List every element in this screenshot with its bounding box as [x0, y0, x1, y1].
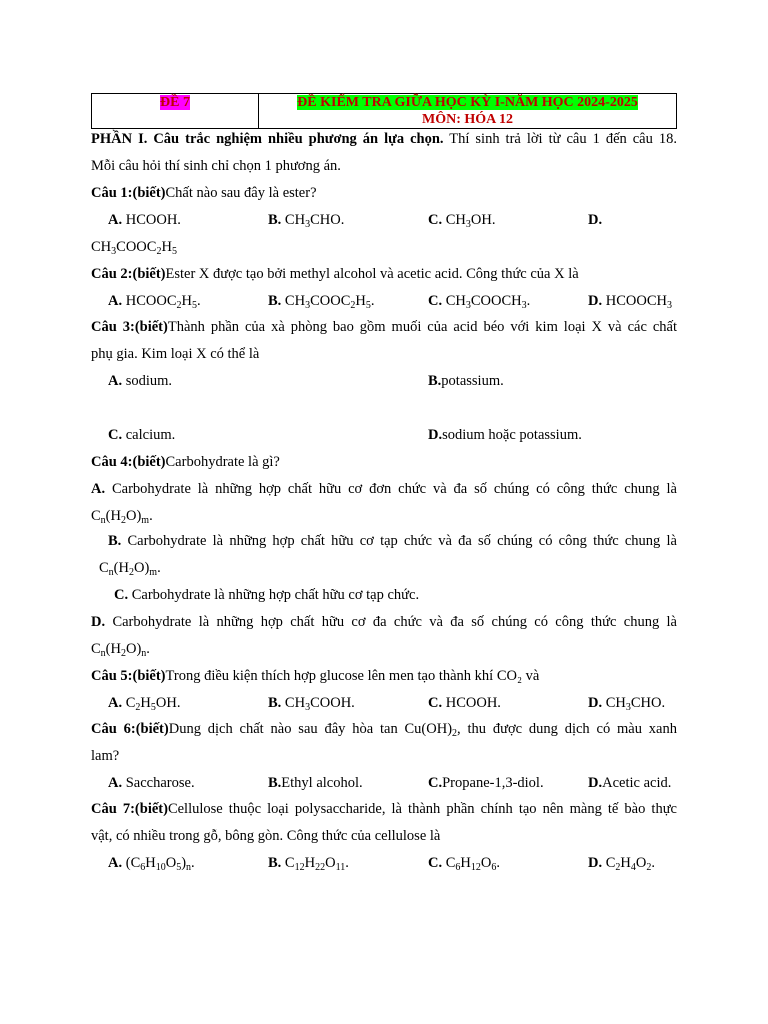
q4-option-b: B. Carbohydrate là những hợp chất hữu cơ tạp chức và đa số chúng có công thức chung là — [108, 533, 677, 549]
q6-option-c: C.Propane-1,3-diol. — [428, 775, 544, 791]
part1-instruction-2: Mỗi câu hỏi thí sinh chỉ chọn 1 phương án. — [91, 158, 341, 174]
part1-heading: PHẦN I. Câu trắc nghiệm nhiều phương án lựa chọn. — [91, 131, 444, 147]
q3-option-b: B.potassium. — [428, 373, 504, 389]
exam-code-cell — [92, 94, 259, 129]
q3-option-a: A. sodium. — [108, 373, 173, 389]
q2-option-b: B. $CH_3COOC_2H_5$. — [268, 293, 375, 311]
q2-option-a: A. $HCOOC_2H_5$. — [108, 293, 201, 311]
q4-option-c: C. Carbohydrate là những hợp chất hữu cơ tạp chức. — [114, 587, 420, 603]
exam-header-table — [91, 93, 677, 129]
q6-option-b: B.Ethyl alcohol. — [268, 775, 363, 791]
q7-option-d: D. $C_2H_4O_2$. — [588, 855, 655, 873]
q5-option-c: C. HCOOH. — [428, 695, 501, 711]
question-7-cont: vật, có nhiều trong gỗ, bông gòn. Công thức của cellulose là — [91, 828, 441, 844]
q7-option-b: B. $C_{12}H_{22}O_{11}$. — [268, 855, 349, 873]
exam-title: ĐỀ KIỂM TRA GIỮA HỌC KỲ I-NĂM HỌC 2024-2025 — [297, 95, 638, 110]
q5-option-b: B. $CH_3COOH$. — [268, 695, 355, 713]
question-1 — [91, 184, 317, 202]
q3-option-c: C. calcium. — [108, 427, 176, 443]
q4-option-a: A. Carbohydrate là những hợp chất hữu cơ đơn chức và đa số chúng có công thức chung là — [91, 481, 677, 497]
exam-subject: MÔN: HÓA 12 — [422, 112, 513, 127]
q1-option-d-text: $CH_3COOC_2H_5$ — [91, 239, 177, 257]
question-6: Câu 6:(biết)Dung dịch chất nào sau đây hòa $\tan Cu(OH)_2$, thu được dung dịch có màu xanh — [91, 721, 677, 739]
part1-heading-line — [91, 130, 677, 148]
q5-option-d: D. $CH_3CHO$. — [588, 695, 666, 713]
part1-instruction: Thí sinh trả lời từ câu 1 đến câu 18. — [443, 131, 677, 147]
q4-option-a-formula: $C_n(H_2O)_m$. — [91, 508, 153, 526]
q7-option-a: A. $(C_6H_{10}O_5)_n$. — [108, 855, 195, 873]
question-2: Câu 2:(biết)Ester X được tạo bởi methyl alcohol và acetic acid. Công thức của X là — [91, 266, 579, 282]
q3-option-d: D.sodium hoặc potassium. — [428, 427, 582, 443]
q1-option-c: C. $CH_3OH$. — [428, 212, 496, 230]
q2-option-c: C. $CH_3COOCH_3$. — [428, 293, 531, 311]
q6-option-a: A. Saccharose. — [108, 775, 195, 791]
q2-option-d: D. $HCOOCH_3$ — [588, 293, 672, 311]
exam-title-cell — [259, 94, 677, 129]
exam-code: ĐỀ 7 — [160, 95, 190, 110]
question-7: Câu 7:(biết)Cellulose thuộc loại polysaccharide, là thành phần chính tạo nên màng tế bào thực — [91, 801, 677, 817]
q4-option-d: D. Carbohydrate là những hợp chất hữu cơ đa chức và đa số chúng có công thức chung là — [91, 614, 677, 630]
q4-option-d-formula: $C_n(H_2O)_n$. — [91, 641, 150, 659]
q1-option-a: A. HCOOH. — [108, 212, 181, 228]
question-3: Câu 3:(biết)Thành phần của xà phòng bao gồm muối của acid béo với kim loại X và các chất — [91, 319, 677, 335]
q1-text: Chất nào sau đây là ester? — [165, 185, 317, 201]
question-3-cont: phụ gia. Kim loại X có thể là — [91, 346, 260, 362]
q4-option-b-formula: $C_n(H_2O)_m$. — [99, 560, 161, 578]
q7-option-c: C. $C_6H_{12}O_6$. — [428, 855, 500, 873]
q1-label: Câu 1:(biết) — [91, 185, 166, 201]
question-6-cont: lam? — [91, 748, 120, 764]
q1-option-b: B. $CH_3CHO$. — [268, 212, 345, 230]
q5-option-a: A. $C_2H_5OH$. — [108, 695, 181, 713]
q1-option-d: D. — [588, 212, 603, 228]
q6-option-d: D.Acetic acid. — [588, 775, 672, 791]
question-4: Câu 4:(biết)Carbohydrate là gì? — [91, 454, 280, 470]
question-5: Câu 5:(biết)Trong điều kiện thích hợp glucose lên men tạo thành khí CO₂ và — [91, 668, 540, 684]
